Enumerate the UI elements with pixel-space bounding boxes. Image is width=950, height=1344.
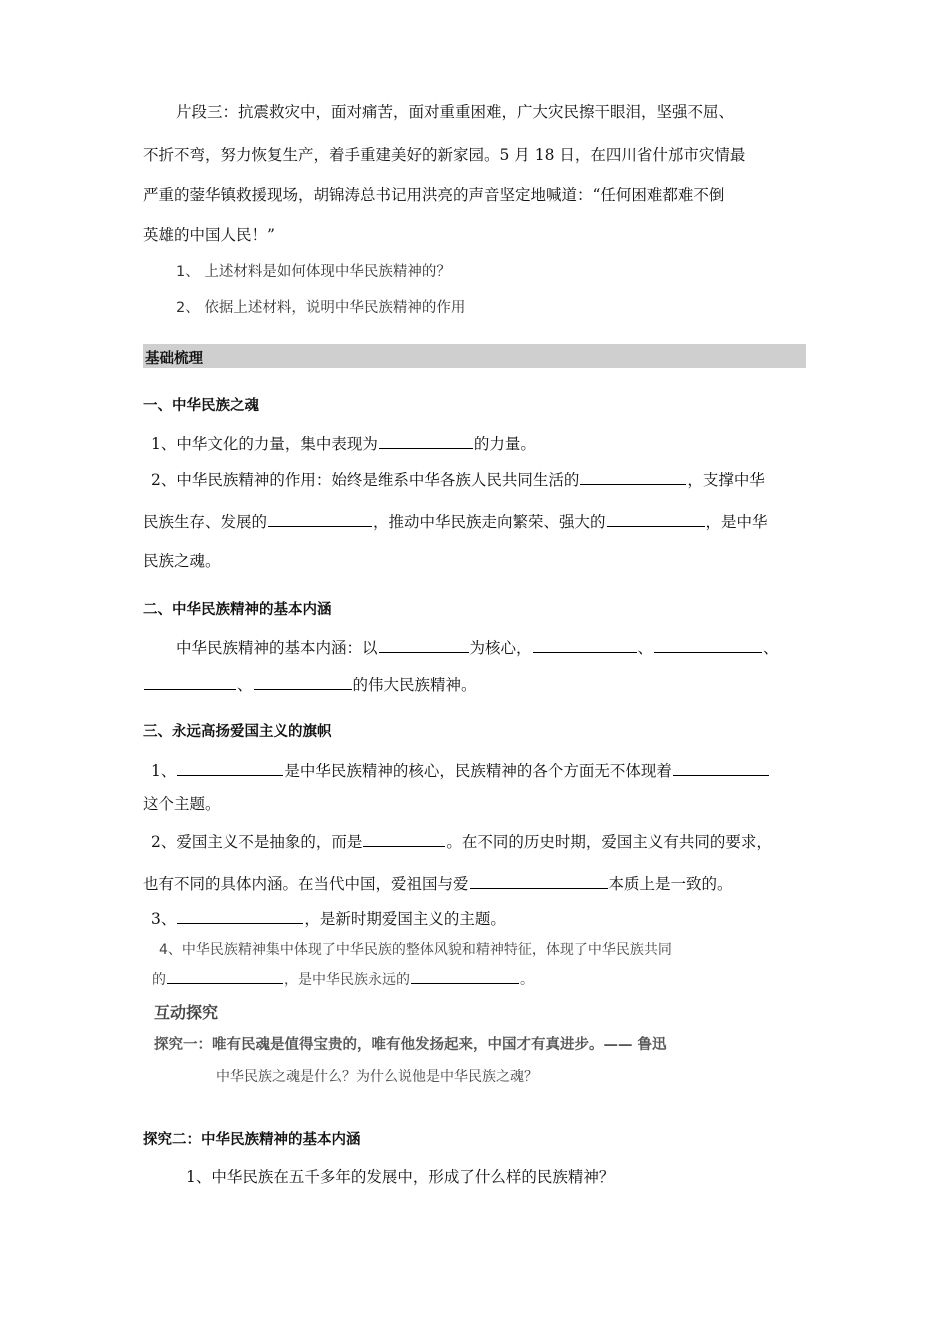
part1-item-2-cont: 民族生存、发展的 ，推动中华民族走向繁荣、强大的 ，是中华 <box>143 510 768 532</box>
passage-question-2: 2、 依据上述材料，说明中华民族精神的作用 <box>176 300 466 316</box>
fill-blank[interactable] <box>177 907 303 924</box>
fill-blank[interactable] <box>254 673 352 690</box>
fill-blank[interactable] <box>363 830 445 847</box>
fill-blank[interactable] <box>268 510 372 527</box>
interactive-heading: 互动探究 <box>154 1003 219 1022</box>
part3-item-1: 1、 是中华民族精神的核心，民族精神的各个方面无不体现着 <box>151 759 770 781</box>
fill-blank[interactable] <box>470 872 608 889</box>
part3-item-2: 2、爱国主义不是抽象的，而是 。在不同的历史时期，爱国主义有共同的要求， <box>151 830 772 852</box>
fill-blank[interactable] <box>673 759 769 776</box>
part3-item-1-end: 这个主题。 <box>143 795 221 813</box>
fill-blank[interactable] <box>177 759 283 776</box>
part3-item-2-cont: 也有不同的具体内涵。在当代中国，爱祖国与爱 本质上是一致的。 <box>143 872 733 894</box>
part3-item-4: 4、中华民族精神集中体现了中华民族的整体风貌和精神特征，体现了中华民族共同 <box>159 942 672 958</box>
part3-item-4-cont: 的 ，是中华民族永远的 。 <box>152 967 534 990</box>
fill-blank[interactable] <box>580 468 686 485</box>
probe-1: 探究一：唯有民魂是值得宝贵的，唯有他发扬起来，中国才有真进步。—— 鲁迅 <box>154 1037 667 1053</box>
fill-blank[interactable] <box>411 967 519 984</box>
part2-heading: 二、中华民族精神的基本内涵 <box>143 602 332 618</box>
fill-blank[interactable] <box>379 432 473 449</box>
part1-heading: 一、中华民族之魂 <box>143 398 259 414</box>
fill-blank[interactable] <box>144 673 236 690</box>
passage-line-3: 严重的蓥华镇救援现场，胡锦涛总书记用洪亮的声音坚定地喊道：“任何困难都难不倒 <box>143 186 725 204</box>
passage-question-1: 1、 上述材料是如何体现中华民族精神的？ <box>176 264 451 280</box>
passage-line-2: 不折不弯，努力恢复生产，着手重建美好的新家园。5 月 18 日，在四川省什邡市灾情最 <box>143 146 746 164</box>
section-bar <box>143 344 806 368</box>
probe-2-question: 1、中华民族在五千多年的发展中，形成了什么样的民族精神？ <box>186 1168 615 1186</box>
probe-2: 探究二：中华民族精神的基本内涵 <box>143 1132 361 1148</box>
fill-blank[interactable] <box>654 636 762 653</box>
part2-line-1: 中华民族精神的基本内涵：以 为核心， 、 、 <box>176 636 779 658</box>
fill-blank[interactable] <box>607 510 705 527</box>
part1-item-2: 2、中华民族精神的作用：始终是维系中华各族人民共同生活的 ，支撑中华 <box>151 468 765 490</box>
fill-blank[interactable] <box>379 636 469 653</box>
passage-line-1: 片段三：抗震救灾中，面对痛苦，面对重重困难，广大灾民擦干眼泪，坚强不屈、 <box>176 103 735 121</box>
part2-line-2: 、 的伟大民族精神。 <box>143 673 477 695</box>
part3-item-3: 3、 ，是新时期爱国主义的主题。 <box>151 907 506 929</box>
probe-1-question: 中华民族之魂是什么？为什么说他是中华民族之魂？ <box>216 1069 538 1085</box>
part1-item-1: 1、中华文化的力量，集中表现为 的力量。 <box>151 432 536 454</box>
part3-heading: 三、永远高扬爱国主义的旗帜 <box>143 724 332 740</box>
part1-item-2-end: 民族之魂。 <box>143 552 221 570</box>
fill-blank[interactable] <box>167 967 283 984</box>
fill-blank[interactable] <box>533 636 637 653</box>
section-bar-title: 基础梳理 <box>145 351 203 367</box>
passage-line-4: 英雄的中国人民！” <box>143 226 275 244</box>
